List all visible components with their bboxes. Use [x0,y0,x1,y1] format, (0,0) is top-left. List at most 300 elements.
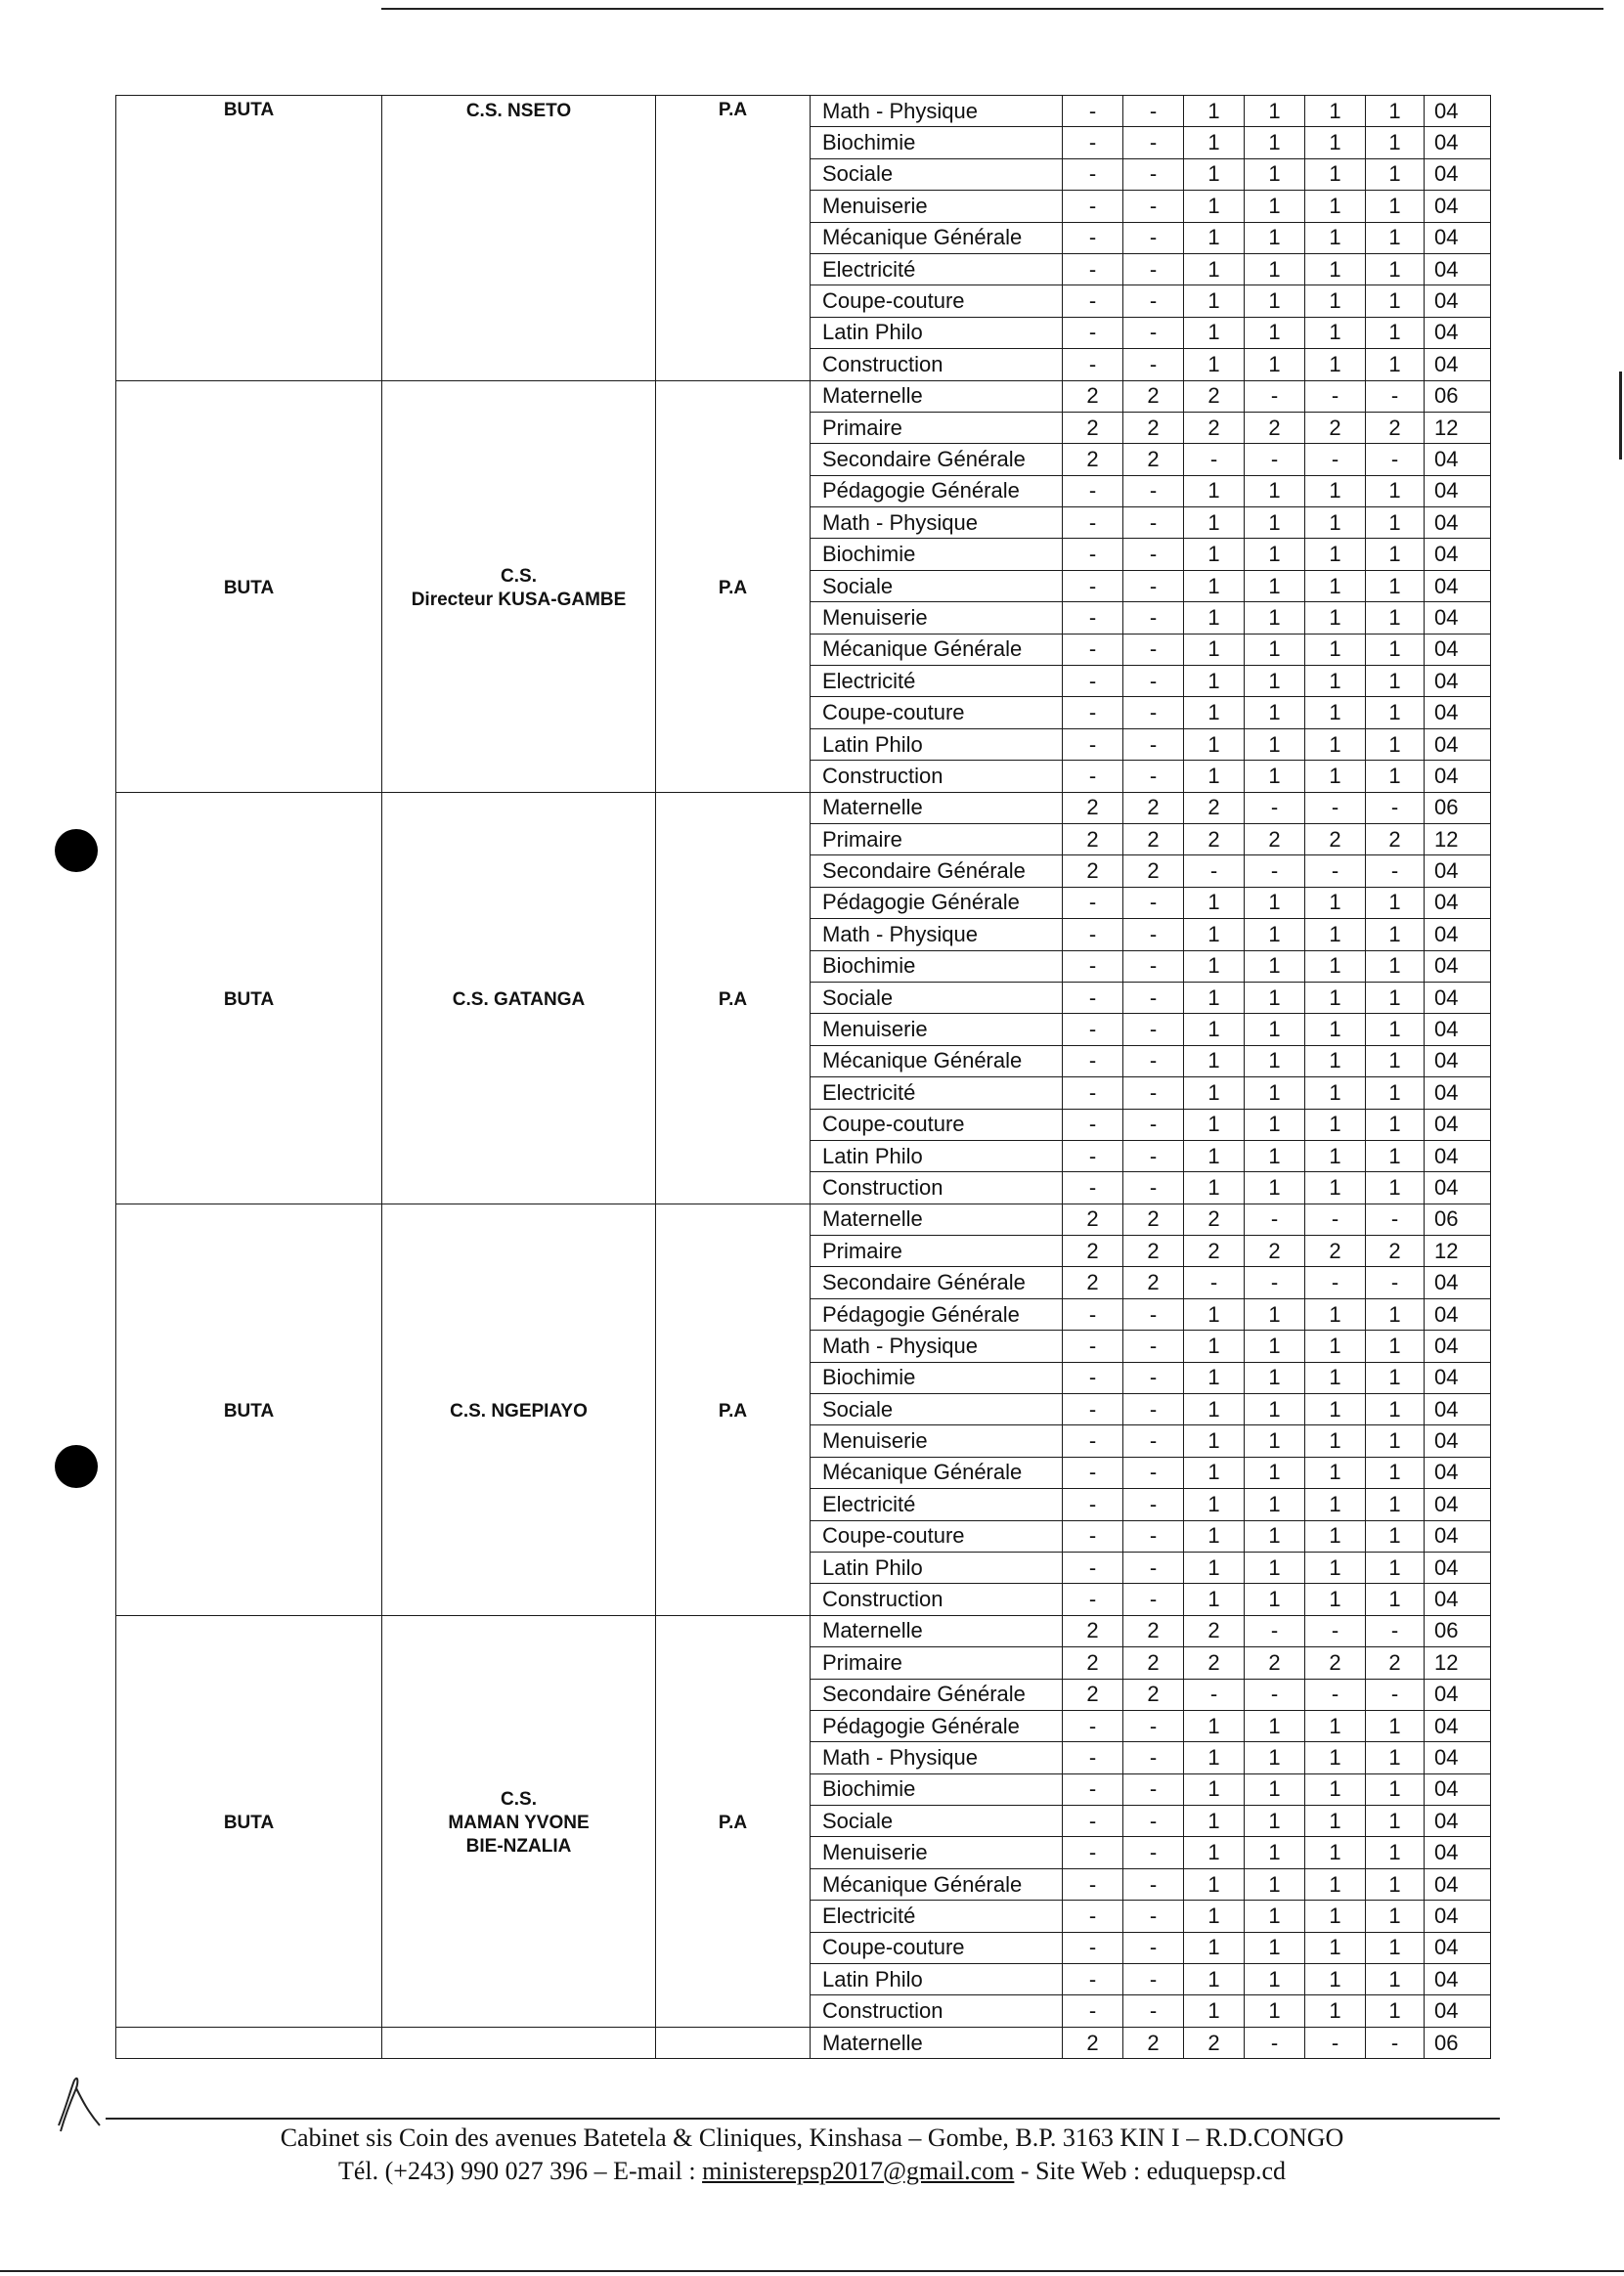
count-cell: 1 [1184,570,1245,601]
count-cell: 1 [1245,1584,1305,1615]
count-cell: 1 [1245,1109,1305,1140]
count-cell: - [1063,1014,1123,1045]
count-cell: - [1123,1901,1184,1932]
count-cell: 1 [1184,1362,1245,1393]
count-cell: 1 [1305,919,1366,950]
count-cell: - [1063,1773,1123,1805]
count-cell: - [1063,728,1123,760]
count-cell: 2 [1063,444,1123,475]
count-cell: 1 [1184,728,1245,760]
count-cell: 1 [1305,285,1366,317]
count-cell: 1 [1366,253,1425,284]
count-cell: - [1305,444,1366,475]
count-cell: 1 [1366,1584,1425,1615]
count-cell: - [1366,444,1425,475]
allocation-table [115,95,1491,2059]
count-cell: 1 [1305,1457,1366,1488]
count-cell: - [1063,1710,1123,1741]
count-cell: - [1123,634,1184,665]
option-name-cell: Maternelle [811,1615,1063,1646]
count-cell: 2 [1366,1236,1425,1267]
total-cell: 04 [1425,666,1491,697]
count-cell: 1 [1305,475,1366,506]
option-name-cell: Sociale [811,570,1063,601]
count-cell: - [1123,1362,1184,1393]
count-cell: 1 [1366,602,1425,634]
count-cell: 2 [1063,1267,1123,1298]
count-cell: 1 [1245,887,1305,918]
count-cell: 1 [1245,475,1305,506]
option-name-cell: Latin Philo [811,1140,1063,1171]
count-cell: 2 [1123,1679,1184,1710]
option-name-cell: Math - Physique [811,1742,1063,1773]
count-cell: - [1063,666,1123,697]
count-cell: 2 [1123,412,1184,443]
status-cell [656,792,811,1204]
footer-website: - Site Web : eduquepsp.cd [1014,2157,1286,2185]
count-cell: 2 [1245,1236,1305,1267]
count-cell: - [1123,697,1184,728]
total-cell: 04 [1425,1267,1491,1298]
count-cell: 1 [1245,127,1305,158]
count-cell: - [1123,1045,1184,1076]
count-cell: 1 [1245,1331,1305,1362]
count-cell: - [1123,1837,1184,1868]
count-cell: - [1184,1267,1245,1298]
count-cell: 2 [1063,2027,1123,2058]
count-cell: 1 [1366,982,1425,1013]
total-cell: 06 [1425,792,1491,823]
option-name-cell: Mécanique Générale [811,1045,1063,1076]
count-cell: - [1123,96,1184,127]
count-cell: 1 [1184,1742,1245,1773]
count-cell: 1 [1184,96,1245,127]
count-cell: - [1063,1140,1123,1171]
count-cell: - [1063,1901,1123,1932]
option-name-cell: Menuiserie [811,1425,1063,1457]
school-name-line: C.S. NSETO [465,101,572,121]
punch-hole-top [55,829,98,872]
count-cell: 2 [1245,1647,1305,1679]
bottom-scan-line [0,2270,1624,2272]
count-cell: 1 [1184,475,1245,506]
total-cell: 04 [1425,444,1491,475]
count-cell: - [1063,475,1123,506]
status-cell [656,380,811,792]
count-cell: - [1123,602,1184,634]
option-name-cell: Maternelle [811,1204,1063,1235]
total-cell: 04 [1425,1710,1491,1741]
option-name-cell: Biochimie [811,1773,1063,1805]
count-cell: 1 [1245,1045,1305,1076]
total-cell: 04 [1425,1394,1491,1425]
count-cell: 1 [1184,1014,1245,1045]
count-cell: 1 [1184,1584,1245,1615]
count-cell: 1 [1184,1964,1245,1995]
count-cell: 1 [1366,1140,1425,1171]
count-cell: - [1063,191,1123,222]
count-cell: - [1063,1742,1123,1773]
count-cell: 1 [1366,1901,1425,1932]
status-label [656,2028,810,2032]
count-cell: 1 [1184,1077,1245,1109]
count-cell: 1 [1245,570,1305,601]
option-name-cell: Pédagogie Générale [811,1298,1063,1330]
count-cell: 1 [1184,1710,1245,1741]
count-cell: 1 [1305,666,1366,697]
total-cell: 04 [1425,507,1491,539]
total-cell: 04 [1425,1140,1491,1171]
count-cell: - [1123,191,1184,222]
count-cell: 1 [1305,158,1366,190]
count-cell: - [1305,855,1366,887]
count-cell: 1 [1366,570,1425,601]
option-name-cell: Construction [811,1584,1063,1615]
count-cell: - [1063,919,1123,950]
count-cell: - [1063,1806,1123,1837]
count-cell: 1 [1366,1014,1425,1045]
count-cell: 2 [1184,380,1245,412]
total-cell: 04 [1425,570,1491,601]
count-cell: - [1245,1615,1305,1646]
option-name-cell: Latin Philo [811,728,1063,760]
total-cell: 04 [1425,1742,1491,1773]
count-cell: 1 [1184,1520,1245,1552]
count-cell: - [1123,317,1184,348]
total-cell: 04 [1425,539,1491,570]
total-cell: 12 [1425,823,1491,854]
total-cell: 04 [1425,1773,1491,1805]
count-cell: - [1305,380,1366,412]
total-cell: 04 [1425,222,1491,253]
count-cell: 1 [1305,1394,1366,1425]
total-cell: 04 [1425,1837,1491,1868]
count-cell: 1 [1184,887,1245,918]
option-name-cell: Mécanique Générale [811,222,1063,253]
total-cell: 04 [1425,1806,1491,1837]
school-name-line: C.S. NGEPIAYO [450,1400,588,1422]
count-cell: 1 [1245,950,1305,982]
count-cell: 1 [1366,887,1425,918]
count-cell: 1 [1305,1362,1366,1393]
count-cell: 1 [1184,127,1245,158]
count-cell: 2 [1184,1615,1245,1646]
option-name-cell: Pédagogie Générale [811,1710,1063,1741]
option-name-cell: Biochimie [811,1362,1063,1393]
count-cell: - [1123,1425,1184,1457]
count-cell: 2 [1184,823,1245,854]
count-cell: - [1245,792,1305,823]
option-name-cell: Sociale [811,1394,1063,1425]
school-cell [382,96,656,381]
count-cell: 1 [1184,1489,1245,1520]
count-cell: 1 [1366,285,1425,317]
school-name-line: MAMAN YVONE [448,1812,590,1833]
status-label: P.A [718,100,748,120]
count-cell: 1 [1305,950,1366,982]
count-cell: 1 [1366,475,1425,506]
count-cell: - [1123,507,1184,539]
total-cell: 06 [1425,380,1491,412]
count-cell: 2 [1366,1647,1425,1679]
school-cell [382,2027,656,2058]
count-cell: 1 [1184,222,1245,253]
total-cell: 04 [1425,317,1491,348]
count-cell: 1 [1184,1457,1245,1488]
option-name-cell: Construction [811,1995,1063,2027]
count-cell: 1 [1305,1140,1366,1171]
total-cell: 12 [1425,1236,1491,1267]
count-cell: - [1245,1267,1305,1298]
count-cell: - [1123,1932,1184,1963]
total-cell: 04 [1425,1552,1491,1583]
count-cell: 1 [1305,1932,1366,1963]
count-cell: - [1063,127,1123,158]
count-cell: 1 [1245,539,1305,570]
count-cell: 1 [1184,1932,1245,1963]
count-cell: - [1123,1995,1184,2027]
option-name-cell: Latin Philo [811,317,1063,348]
count-cell: - [1123,1773,1184,1805]
count-cell: 1 [1366,1331,1425,1362]
count-cell: 1 [1305,1331,1366,1362]
count-cell: - [1245,855,1305,887]
count-cell: 1 [1184,191,1245,222]
count-cell: 1 [1184,1901,1245,1932]
count-cell: 1 [1245,1964,1305,1995]
count-cell: 1 [1366,1995,1425,2027]
count-cell: 1 [1245,1298,1305,1330]
count-cell: - [1063,1331,1123,1362]
count-cell: 1 [1245,317,1305,348]
count-cell: - [1063,349,1123,380]
footer-phone: Tél. (+243) 990 027 396 – E-mail : [337,2157,703,2185]
count-cell: 1 [1184,507,1245,539]
count-cell: - [1063,1489,1123,1520]
count-cell: - [1123,1806,1184,1837]
count-cell: 1 [1366,1172,1425,1204]
count-cell: 1 [1305,317,1366,348]
total-cell: 04 [1425,887,1491,918]
count-cell: 2 [1305,412,1366,443]
count-cell: 2 [1123,2027,1184,2058]
count-cell: 1 [1184,919,1245,950]
total-cell: 04 [1425,1045,1491,1076]
count-cell: 1 [1184,666,1245,697]
count-cell: 2 [1063,1236,1123,1267]
count-cell: 1 [1366,919,1425,950]
option-name-cell: Electricité [811,1901,1063,1932]
count-cell: 1 [1184,1109,1245,1140]
count-cell: 1 [1305,1298,1366,1330]
count-cell: 1 [1305,539,1366,570]
count-cell: 1 [1184,761,1245,792]
count-cell: 1 [1366,697,1425,728]
count-cell: - [1305,1267,1366,1298]
count-cell: 2 [1305,1236,1366,1267]
count-cell: 1 [1184,1045,1245,1076]
count-cell: 1 [1245,666,1305,697]
province-name: BUTA [223,1812,275,1833]
school-name-line: C.S. [501,565,537,587]
option-name-cell: Primaire [811,823,1063,854]
total-cell: 04 [1425,1584,1491,1615]
count-cell: - [1123,1014,1184,1045]
right-edge-mark [1619,372,1622,460]
option-name-cell: Math - Physique [811,96,1063,127]
footer-email-link[interactable]: ministerepsp2017@gmail.com [702,2157,1015,2185]
count-cell: 2 [1123,380,1184,412]
count-cell: - [1123,285,1184,317]
count-cell: - [1063,317,1123,348]
count-cell: 1 [1305,1489,1366,1520]
total-cell: 06 [1425,1615,1491,1646]
total-cell: 04 [1425,96,1491,127]
count-cell: - [1366,792,1425,823]
count-cell: 1 [1305,1172,1366,1204]
count-cell: - [1123,1584,1184,1615]
count-cell: 1 [1184,349,1245,380]
count-cell: 1 [1245,1457,1305,1488]
count-cell: 1 [1305,1014,1366,1045]
count-cell: - [1123,919,1184,950]
option-name-cell: Secondaire Générale [811,444,1063,475]
option-name-cell: Primaire [811,1647,1063,1679]
status-label: P.A [718,577,748,598]
count-cell: 1 [1305,697,1366,728]
table-row [116,380,1491,412]
count-cell: 1 [1366,1045,1425,1076]
count-cell: 1 [1184,1425,1245,1457]
option-name-cell: Math - Physique [811,1331,1063,1362]
option-name-cell: Latin Philo [811,1964,1063,1995]
total-cell: 04 [1425,1679,1491,1710]
count-cell: 1 [1366,666,1425,697]
count-cell: 2 [1366,412,1425,443]
count-cell: 1 [1305,1710,1366,1741]
handwritten-signature-mark [49,2061,108,2139]
count-cell: 1 [1305,1425,1366,1457]
option-name-cell: Secondaire Générale [811,1267,1063,1298]
total-cell: 04 [1425,1868,1491,1900]
total-cell: 04 [1425,602,1491,634]
count-cell: 1 [1366,1077,1425,1109]
count-cell: - [1123,1109,1184,1140]
total-cell: 04 [1425,950,1491,982]
count-cell: - [1123,158,1184,190]
table-row [116,1615,1491,1646]
count-cell: 1 [1245,1710,1305,1741]
school-name-line: Directeur KUSA-GAMBE [411,589,627,610]
option-name-cell: Mécanique Générale [811,1868,1063,1900]
count-cell: 1 [1245,697,1305,728]
total-cell: 04 [1425,1995,1491,2027]
count-cell: - [1063,1964,1123,1995]
count-cell: 1 [1305,602,1366,634]
count-cell: 1 [1184,1394,1245,1425]
count-cell: 2 [1123,1647,1184,1679]
count-cell: - [1366,1204,1425,1235]
school-cell [382,1204,656,1615]
count-cell: - [1063,1457,1123,1488]
count-cell: 1 [1305,1520,1366,1552]
count-cell: 1 [1305,191,1366,222]
count-cell: 1 [1305,1552,1366,1583]
count-cell: - [1123,1140,1184,1171]
count-cell: - [1245,1679,1305,1710]
count-cell: - [1305,792,1366,823]
count-cell: 1 [1305,761,1366,792]
count-cell: 2 [1063,1679,1123,1710]
option-name-cell: Pédagogie Générale [811,887,1063,918]
count-cell: 1 [1184,1995,1245,2027]
option-name-cell: Biochimie [811,127,1063,158]
status-cell [656,2027,811,2058]
province-cell [116,792,382,1204]
count-cell: - [1063,1362,1123,1393]
count-cell: - [1123,1552,1184,1583]
count-cell: 1 [1366,317,1425,348]
count-cell: - [1123,982,1184,1013]
count-cell: 2 [1366,823,1425,854]
province-cell [116,2027,382,2058]
count-cell: - [1063,887,1123,918]
province-cell [116,1204,382,1615]
count-cell: 1 [1245,1425,1305,1457]
total-cell: 04 [1425,982,1491,1013]
province-name: BUTA [223,577,275,598]
table-row [116,96,1491,127]
count-cell: - [1366,1267,1425,1298]
count-cell: - [1063,285,1123,317]
count-cell: 1 [1245,1773,1305,1805]
count-cell: 1 [1366,728,1425,760]
count-cell: 1 [1305,1806,1366,1837]
count-cell: 1 [1245,982,1305,1013]
total-cell: 04 [1425,475,1491,506]
total-cell: 04 [1425,158,1491,190]
count-cell: 1 [1305,570,1366,601]
option-name-cell: Electricité [811,666,1063,697]
count-cell: 2 [1184,1647,1245,1679]
total-cell: 04 [1425,728,1491,760]
count-cell: - [1123,253,1184,284]
count-cell: 2 [1063,412,1123,443]
option-name-cell: Math - Physique [811,919,1063,950]
count-cell: 1 [1366,1868,1425,1900]
count-cell: - [1063,1425,1123,1457]
total-cell: 04 [1425,191,1491,222]
total-cell: 04 [1425,1489,1491,1520]
count-cell: 2 [1184,2027,1245,2058]
count-cell: - [1063,1394,1123,1425]
total-cell: 04 [1425,127,1491,158]
count-cell: 1 [1245,349,1305,380]
count-cell: - [1063,697,1123,728]
top-scan-line [381,8,1603,10]
count-cell: 1 [1245,158,1305,190]
count-cell: - [1063,1077,1123,1109]
status-label: P.A [718,988,748,1010]
count-cell: 2 [1184,1236,1245,1267]
footer-line-1: Cabinet sis Coin des avenues Batetela & Cliniques, Kinshasa – Gombe, B.P. 3163 KIN I – R.D.CONGO [280,2123,1344,2152]
count-cell: 1 [1184,539,1245,570]
province-cell [116,96,382,381]
count-cell: 1 [1366,1806,1425,1837]
count-cell: 1 [1366,96,1425,127]
option-name-cell: Coupe-couture [811,1109,1063,1140]
option-name-cell: Math - Physique [811,507,1063,539]
